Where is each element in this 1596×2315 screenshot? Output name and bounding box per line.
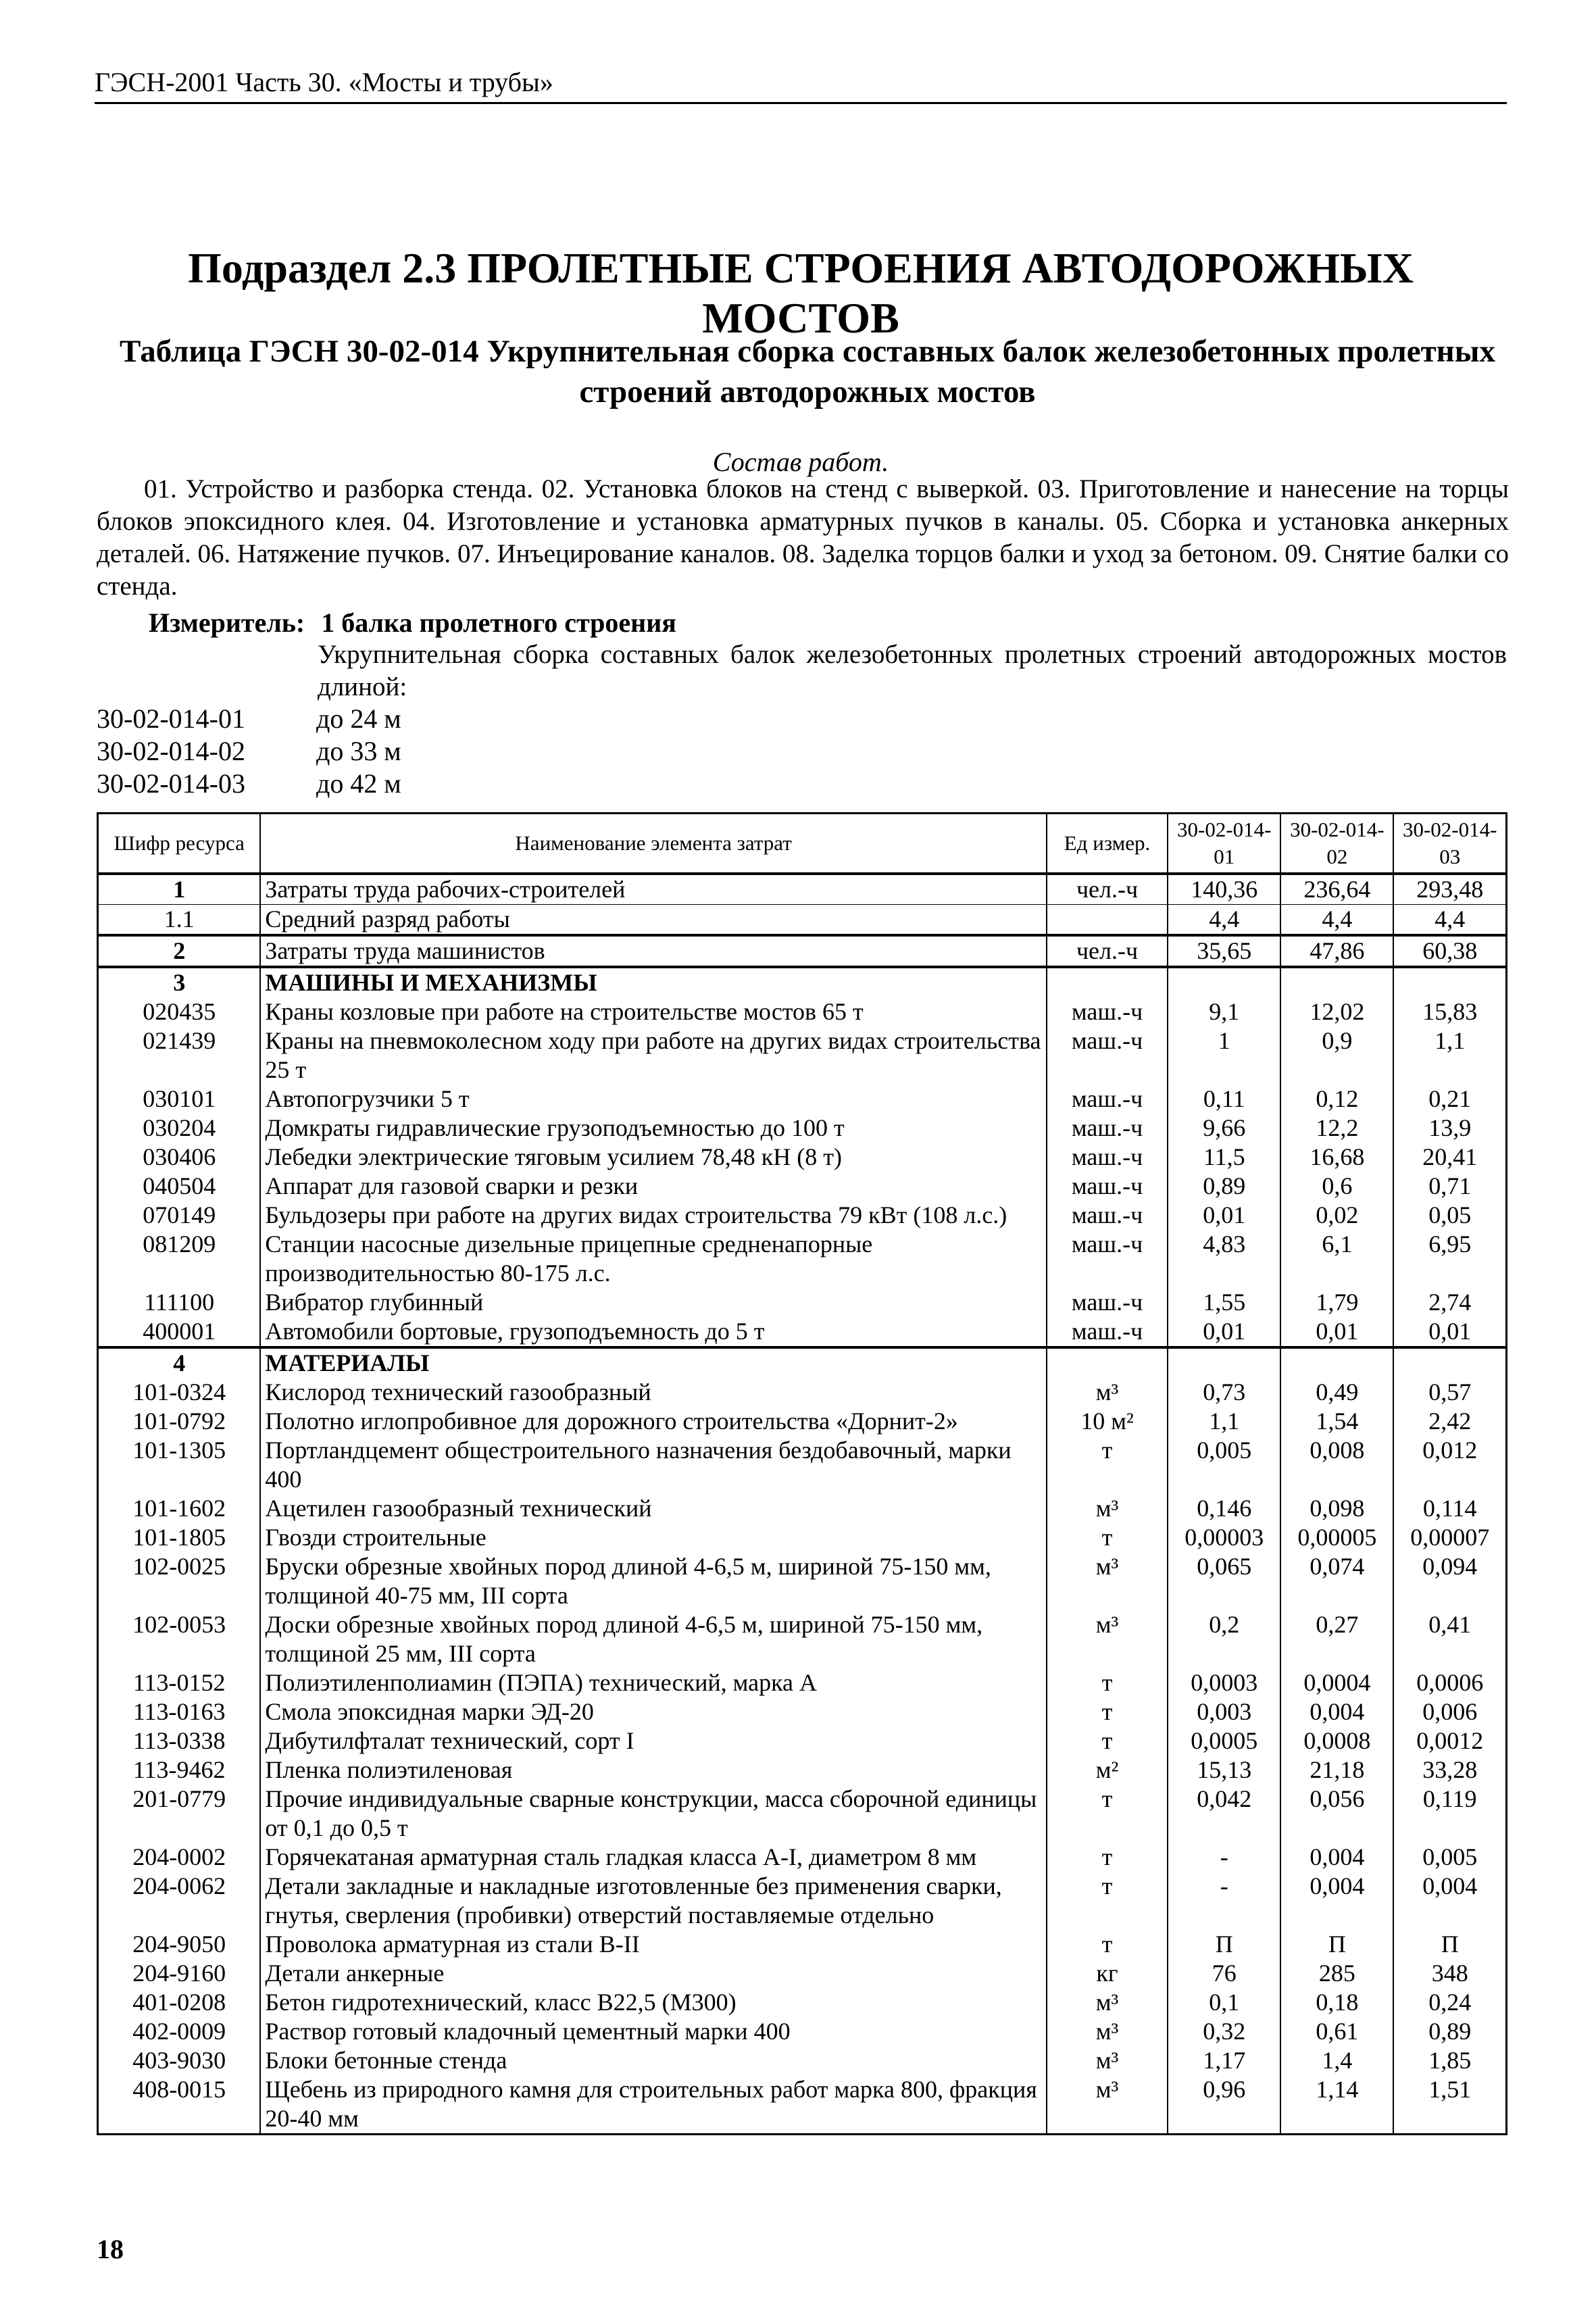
cell-v2: 285 — [1280, 1959, 1393, 1988]
cell-v3: 293,48 — [1393, 874, 1506, 905]
cell-unit: м³ — [1047, 1988, 1168, 2017]
cell-v3 — [1393, 1347, 1506, 1378]
variant-code: 30-02-014-01 — [97, 703, 245, 734]
cell-code: 400001 — [98, 1317, 261, 1347]
header-unit: Ед измер. — [1047, 814, 1168, 874]
cell-v1 — [1168, 1347, 1280, 1378]
cell-code: 1 — [98, 874, 261, 905]
cell-v1: 0,96 — [1168, 2075, 1280, 2135]
cell-v3: 348 — [1393, 1959, 1506, 1988]
cell-v2: 0,6 — [1280, 1172, 1393, 1201]
cell-v3: 0,71 — [1393, 1172, 1506, 1201]
cell-code: 204-0002 — [98, 1843, 261, 1872]
cell-v2: 0,02 — [1280, 1201, 1393, 1230]
cell-v2 — [1280, 967, 1393, 997]
cell-v2: 1,14 — [1280, 2075, 1393, 2135]
variants-description: Укрупнительная сборка составных балок железобетонных пролетных строений автодорожных мостов длиной: — [318, 640, 1507, 701]
cell-unit: маш.-ч — [1047, 1172, 1168, 1201]
table-row — [98, 935, 1507, 967]
cell-code: 113-0163 — [98, 1697, 261, 1726]
cell-code: 408-0015 — [98, 2075, 261, 2135]
cell-v1: 15,13 — [1168, 1756, 1280, 1785]
cell-v3: 0,004 — [1393, 1872, 1506, 1930]
cell-name: Краны на пневмоколесном ходу при работе на других видах строительства 25 т — [260, 1026, 1046, 1085]
cell-name: Раствор готовый кладочный цементный марки 400 — [260, 2017, 1046, 2046]
cell-unit: т — [1047, 1872, 1168, 1930]
cell-v3: 60,38 — [1393, 935, 1506, 967]
cell-name: МАШИНЫ И МЕХАНИЗМЫ — [260, 967, 1046, 997]
cell-name: Бульдозеры при работе на других видах строительства 79 кВт (108 л.с.) — [260, 1201, 1046, 1230]
table-row — [98, 1785, 1507, 1843]
variant-text: до 33 м — [316, 736, 401, 766]
table-row — [98, 1230, 1507, 1288]
cell-v3: 1,85 — [1393, 2046, 1506, 2075]
cell-name: Станции насосные дизельные прицепные средненапорные производительностью 80-175 л.с. — [260, 1230, 1046, 1288]
cell-unit: маш.-ч — [1047, 1114, 1168, 1143]
cell-unit: маш.-ч — [1047, 1230, 1168, 1288]
cell-code: 113-0338 — [98, 1726, 261, 1756]
cell-unit: м³ — [1047, 1610, 1168, 1668]
cell-v3: 0,41 — [1393, 1610, 1506, 1668]
cell-code: 101-0324 — [98, 1378, 261, 1407]
cell-code: 113-9462 — [98, 1756, 261, 1785]
page-number: 18 — [97, 2234, 124, 2264]
table-row — [98, 1288, 1507, 1317]
cell-unit: м³ — [1047, 2046, 1168, 2075]
cell-v1: 0,0003 — [1168, 1668, 1280, 1697]
table-row — [98, 1697, 1507, 1726]
table-row — [98, 1726, 1507, 1756]
table-row — [98, 997, 1507, 1026]
cell-v3: 2,74 — [1393, 1288, 1506, 1317]
cell-name: Портландцемент общестроительного назначения бездобавочный, марки 400 — [260, 1436, 1046, 1494]
cell-v3: 1,51 — [1393, 2075, 1506, 2135]
cell-v3: 0,012 — [1393, 1436, 1506, 1494]
cell-code: 401-0208 — [98, 1988, 261, 2017]
variant-item — [97, 703, 401, 735]
cell-v3: 0,119 — [1393, 1785, 1506, 1843]
cell-v3: 0,21 — [1393, 1085, 1506, 1114]
cell-v2: 0,004 — [1280, 1697, 1393, 1726]
header-v3: 30-02-014-03 — [1393, 814, 1506, 874]
cell-v3: 1,1 — [1393, 1026, 1506, 1085]
cell-unit: чел.-ч — [1047, 935, 1168, 967]
cell-v1: 0,146 — [1168, 1494, 1280, 1523]
cell-name: Автопогрузчики 5 т — [260, 1085, 1046, 1114]
variant-code: 30-02-014-03 — [97, 768, 245, 799]
cell-name: МАТЕРИАЛЫ — [260, 1347, 1046, 1378]
cell-code: 101-1305 — [98, 1436, 261, 1494]
cell-name: Бруски обрезные хвойных пород длиной 4-6,5 м, шириной 75-150 мм, толщиной 40-75 мм, III сорта — [260, 1552, 1046, 1610]
cell-unit: 10 м² — [1047, 1407, 1168, 1436]
table-row — [98, 2017, 1507, 2046]
cell-v2: 0,12 — [1280, 1085, 1393, 1114]
table-row — [98, 1523, 1507, 1552]
cell-code: 101-1805 — [98, 1523, 261, 1552]
cell-name: Смола эпоксидная марки ЭД-20 — [260, 1697, 1046, 1726]
cell-unit: м² — [1047, 1756, 1168, 1785]
table-header-row — [98, 814, 1507, 874]
variants-list — [97, 703, 401, 800]
cell-v1: 11,5 — [1168, 1143, 1280, 1172]
variant-code: 30-02-014-02 — [97, 736, 245, 766]
cell-name: Горячекатаная арматурная сталь гладкая класса А-I, диаметром 8 мм — [260, 1843, 1046, 1872]
cell-name: Аппарат для газовой сварки и резки — [260, 1172, 1046, 1201]
table-row — [98, 1436, 1507, 1494]
cell-code: 021439 — [98, 1026, 261, 1085]
cell-v1: 0,32 — [1168, 2017, 1280, 2046]
variant-item — [97, 735, 401, 768]
cell-code: 201-0779 — [98, 1785, 261, 1843]
cell-v3: 0,0012 — [1393, 1726, 1506, 1756]
variant-item — [97, 768, 401, 800]
header-code: Шифр ресурса — [98, 814, 261, 874]
cell-unit: т — [1047, 1436, 1168, 1494]
cell-v3: 0,57 — [1393, 1378, 1506, 1407]
table-row — [98, 1026, 1507, 1085]
cell-name: Проволока арматурная из стали В-II — [260, 1930, 1046, 1959]
cell-unit: т — [1047, 1697, 1168, 1726]
cell-v2: 0,004 — [1280, 1872, 1393, 1930]
cell-unit: т — [1047, 1930, 1168, 1959]
cell-name: Ацетилен газообразный технический — [260, 1494, 1046, 1523]
table-row — [98, 1756, 1507, 1785]
cell-v1: 76 — [1168, 1959, 1280, 1988]
cell-v1: 0,01 — [1168, 1317, 1280, 1347]
cell-v1: 0,2 — [1168, 1610, 1280, 1668]
cell-name: Вибратор глубинный — [260, 1288, 1046, 1317]
table-row — [98, 1114, 1507, 1143]
cell-v2: 0,098 — [1280, 1494, 1393, 1523]
table-row — [98, 1668, 1507, 1697]
norms-table — [97, 812, 1507, 2135]
cell-v2: 16,68 — [1280, 1143, 1393, 1172]
cell-name: Лебедки электрические тяговым усилием 78,48 кН (8 т) — [260, 1143, 1046, 1172]
cell-v2: 0,18 — [1280, 1988, 1393, 2017]
meter — [149, 607, 676, 639]
cell-name: Детали закладные и накладные изготовленные без применения сварки, гнутья, сверления (пробивки) отверстий поставляемые отдельно — [260, 1872, 1046, 1930]
cell-v1 — [1168, 967, 1280, 997]
cell-v2: 1,4 — [1280, 2046, 1393, 2075]
table-row — [98, 2075, 1507, 2135]
running-head: ГЭСН-2001 Часть 30. «Мосты и трубы» — [95, 66, 1507, 104]
cell-unit: маш.-ч — [1047, 1026, 1168, 1085]
cell-unit: маш.-ч — [1047, 1085, 1168, 1114]
cell-v3: 0,006 — [1393, 1697, 1506, 1726]
table-row — [98, 1407, 1507, 1436]
cell-unit: т — [1047, 1726, 1168, 1756]
cell-name: Пленка полиэтиленовая — [260, 1756, 1046, 1785]
cell-code: 2 — [98, 935, 261, 967]
cell-unit: м³ — [1047, 2075, 1168, 2135]
cell-v1: 0,0005 — [1168, 1726, 1280, 1756]
cell-v1: 4,4 — [1168, 905, 1280, 936]
cell-v3: П — [1393, 1930, 1506, 1959]
table-row — [98, 1843, 1507, 1872]
table-row — [98, 905, 1507, 936]
cell-unit: м³ — [1047, 1494, 1168, 1523]
cell-v2: 1,54 — [1280, 1407, 1393, 1436]
cell-v2: 21,18 — [1280, 1756, 1393, 1785]
cell-v1: 0,065 — [1168, 1552, 1280, 1610]
cell-code: 3 — [98, 967, 261, 997]
cell-unit: м³ — [1047, 2017, 1168, 2046]
cell-v3: 0,005 — [1393, 1843, 1506, 1872]
table-row — [98, 1930, 1507, 1959]
table-row — [98, 1494, 1507, 1523]
cell-v1: 1,55 — [1168, 1288, 1280, 1317]
cell-code: 102-0053 — [98, 1610, 261, 1668]
cell-v1: 1,1 — [1168, 1407, 1280, 1436]
cell-v3: 4,4 — [1393, 905, 1506, 936]
cell-v2 — [1280, 1347, 1393, 1378]
cell-unit: т — [1047, 1785, 1168, 1843]
table-row — [98, 1347, 1507, 1378]
cell-v1: 9,66 — [1168, 1114, 1280, 1143]
cell-v3: 0,89 — [1393, 2017, 1506, 2046]
cell-v2: 1,79 — [1280, 1288, 1393, 1317]
work-composition-heading: Состав работ. — [712, 447, 889, 477]
cell-v1: 0,89 — [1168, 1172, 1280, 1201]
table-row — [98, 1143, 1507, 1172]
table-row — [98, 1552, 1507, 1610]
cell-unit: маш.-ч — [1047, 997, 1168, 1026]
variant-text: до 42 м — [316, 768, 401, 799]
cell-name: Автомобили бортовые, грузоподъемность до 5 т — [260, 1317, 1046, 1347]
table-row — [98, 1610, 1507, 1668]
cell-unit — [1047, 1347, 1168, 1378]
cell-name: Дибутилфталат технический, сорт I — [260, 1726, 1046, 1756]
cell-v3: 20,41 — [1393, 1143, 1506, 1172]
cell-name: Полотно иглопробивное для дорожного строительства «Дорнит-2» — [260, 1407, 1046, 1436]
cell-v1: 0,1 — [1168, 1988, 1280, 2017]
cell-code: 102-0025 — [98, 1552, 261, 1610]
cell-unit — [1047, 967, 1168, 997]
table-row — [98, 1988, 1507, 2017]
cell-v1: 1 — [1168, 1026, 1280, 1085]
cell-v1: 35,65 — [1168, 935, 1280, 967]
cell-v1: 0,11 — [1168, 1085, 1280, 1114]
table-row — [98, 874, 1507, 905]
cell-code: 204-0062 — [98, 1872, 261, 1930]
cell-code: 030406 — [98, 1143, 261, 1172]
cell-v3: 0,0006 — [1393, 1668, 1506, 1697]
cell-code: 204-9160 — [98, 1959, 261, 1988]
cell-unit: маш.-ч — [1047, 1201, 1168, 1230]
cell-code: 101-1602 — [98, 1494, 261, 1523]
table-row — [98, 1085, 1507, 1114]
cell-v2: 0,00005 — [1280, 1523, 1393, 1552]
table-title: Таблица ГЭСН 30-02-014 Укрупнительная сборка составных балок железобетонных пролетных строений автодорожных мостов — [120, 334, 1495, 409]
cell-v2: 0,056 — [1280, 1785, 1393, 1843]
cell-name: Затраты труда машинистов — [260, 935, 1046, 967]
cell-v2: 0,0008 — [1280, 1726, 1393, 1756]
cell-v1: 0,005 — [1168, 1436, 1280, 1494]
variant-text: до 24 м — [316, 703, 401, 734]
cell-name: Краны козловые при работе на строительстве мостов 65 т — [260, 997, 1046, 1026]
cell-code: 4 — [98, 1347, 261, 1378]
cell-v2: 12,2 — [1280, 1114, 1393, 1143]
cell-v2: 0,01 — [1280, 1317, 1393, 1347]
cell-v2: 47,86 — [1280, 935, 1393, 967]
cell-v1: - — [1168, 1843, 1280, 1872]
table-row — [98, 1317, 1507, 1347]
cell-name: Блоки бетонные стенда — [260, 2046, 1046, 2075]
header-v2: 30-02-014-02 — [1280, 814, 1393, 874]
cell-v1: 1,17 — [1168, 2046, 1280, 2075]
cell-v1: 4,83 — [1168, 1230, 1280, 1288]
cell-v3 — [1393, 967, 1506, 997]
cell-v1: 0,73 — [1168, 1378, 1280, 1407]
cell-v1: 0,01 — [1168, 1201, 1280, 1230]
cell-v2: 0,61 — [1280, 2017, 1393, 2046]
cell-v2: 0,008 — [1280, 1436, 1393, 1494]
header-v1: 30-02-014-01 — [1168, 814, 1280, 874]
work-composition-text: 01. Устройство и разборка стенда. 02. Установка блоков на стенд с выверкой. 03. Приготовление и нанесение на торцы блоков эпоксидного клея. 04. Изготовление и установка арматурных пучков в каналы. 05. Сборка и установка анкерных деталей. 06. Натяжение пучков. 07. Инъецирование каналов. 08. Заделка торцов балки и уход за бетоном. 09. Снятие балки со стенда. — [97, 474, 1509, 601]
cell-name: Прочие индивидуальные сварные конструкции, масса сборочной единицы от 0,1 до 0,5 т — [260, 1785, 1046, 1843]
table-row — [98, 1378, 1507, 1407]
cell-v3: 2,42 — [1393, 1407, 1506, 1436]
meter-label: Измеритель: — [149, 607, 305, 638]
cell-v3: 6,95 — [1393, 1230, 1506, 1288]
cell-v1: 0,003 — [1168, 1697, 1280, 1726]
cell-v1: 0,00003 — [1168, 1523, 1280, 1552]
cell-code: 070149 — [98, 1201, 261, 1230]
cell-code: 402-0009 — [98, 2017, 261, 2046]
cell-code: 081209 — [98, 1230, 261, 1288]
cell-code: 204-9050 — [98, 1930, 261, 1959]
cell-unit: т — [1047, 1523, 1168, 1552]
cell-code: 030101 — [98, 1085, 261, 1114]
cell-unit: м³ — [1047, 1552, 1168, 1610]
cell-unit: м³ — [1047, 1378, 1168, 1407]
cell-v3: 0,114 — [1393, 1494, 1506, 1523]
cell-name: Средний разряд работы — [260, 905, 1046, 936]
cell-code: 113-0152 — [98, 1668, 261, 1697]
cell-code: 403-9030 — [98, 2046, 261, 2075]
table-body — [98, 874, 1507, 2135]
cell-v3: 0,00007 — [1393, 1523, 1506, 1552]
cell-name: Щебень из природного камня для строительных работ марка 800, фракция 20-40 мм — [260, 2075, 1046, 2135]
cell-unit: т — [1047, 1668, 1168, 1697]
cell-v1: 9,1 — [1168, 997, 1280, 1026]
cell-v2: 0,27 — [1280, 1610, 1393, 1668]
cell-unit: кг — [1047, 1959, 1168, 1988]
cell-code: 101-0792 — [98, 1407, 261, 1436]
cell-v2: 6,1 — [1280, 1230, 1393, 1288]
cell-code: 030204 — [98, 1114, 261, 1143]
cell-v3: 0,24 — [1393, 1988, 1506, 2017]
cell-v3: 0,05 — [1393, 1201, 1506, 1230]
cell-code: 020435 — [98, 997, 261, 1026]
table-row — [98, 1959, 1507, 1988]
table-row — [98, 2046, 1507, 2075]
cell-name: Кислород технический газообразный — [260, 1378, 1046, 1407]
cell-unit: маш.-ч — [1047, 1143, 1168, 1172]
cell-v2: 236,64 — [1280, 874, 1393, 905]
cell-unit: маш.-ч — [1047, 1317, 1168, 1347]
cell-unit: маш.-ч — [1047, 1288, 1168, 1317]
cell-unit — [1047, 905, 1168, 936]
cell-v2: 12,02 — [1280, 997, 1393, 1026]
cell-v2: 0,49 — [1280, 1378, 1393, 1407]
cell-name: Детали анкерные — [260, 1959, 1046, 1988]
cell-v3: 0,01 — [1393, 1317, 1506, 1347]
cell-name: Затраты труда рабочих-строителей — [260, 874, 1046, 905]
cell-code: 040504 — [98, 1172, 261, 1201]
cell-v2: 4,4 — [1280, 905, 1393, 936]
cell-v3: 15,83 — [1393, 997, 1506, 1026]
cell-name: Полиэтиленполиамин (ПЭПА) технический, марка А — [260, 1668, 1046, 1697]
cell-name: Доски обрезные хвойных пород длиной 4-6,5 м, шириной 75-150 мм, толщиной 25 мм, III сорта — [260, 1610, 1046, 1668]
cell-v3: 33,28 — [1393, 1756, 1506, 1785]
cell-code: 111100 — [98, 1288, 261, 1317]
cell-v2: 0,0004 — [1280, 1668, 1393, 1697]
cell-name: Домкраты гидравлические грузоподъемностью до 100 т — [260, 1114, 1046, 1143]
cell-v2: 0,004 — [1280, 1843, 1393, 1872]
table-row — [98, 1872, 1507, 1930]
cell-v3: 13,9 — [1393, 1114, 1506, 1143]
table-row — [98, 967, 1507, 997]
cell-v1: П — [1168, 1930, 1280, 1959]
cell-v1: 140,36 — [1168, 874, 1280, 905]
meter-value: 1 балка пролетного строения — [321, 607, 676, 638]
subsection-title: Подраздел 2.3 ПРОЛЕТНЫЕ СТРОЕНИЯ АВТОДОРОЖНЫХ МОСТОВ — [188, 244, 1414, 342]
cell-unit: чел.-ч — [1047, 874, 1168, 905]
cell-v2: 0,9 — [1280, 1026, 1393, 1085]
cell-v3: 0,094 — [1393, 1552, 1506, 1610]
header-name: Наименование элемента затрат — [260, 814, 1046, 874]
cell-code: 1.1 — [98, 905, 261, 936]
cell-v1: 0,042 — [1168, 1785, 1280, 1843]
table-row — [98, 1172, 1507, 1201]
cell-v1: - — [1168, 1872, 1280, 1930]
cell-name: Гвозди строительные — [260, 1523, 1046, 1552]
cell-name: Бетон гидротехнический, класс В22,5 (М300) — [260, 1988, 1046, 2017]
cell-unit: т — [1047, 1843, 1168, 1872]
table-row — [98, 1201, 1507, 1230]
cell-v2: 0,074 — [1280, 1552, 1393, 1610]
cell-v2: П — [1280, 1930, 1393, 1959]
